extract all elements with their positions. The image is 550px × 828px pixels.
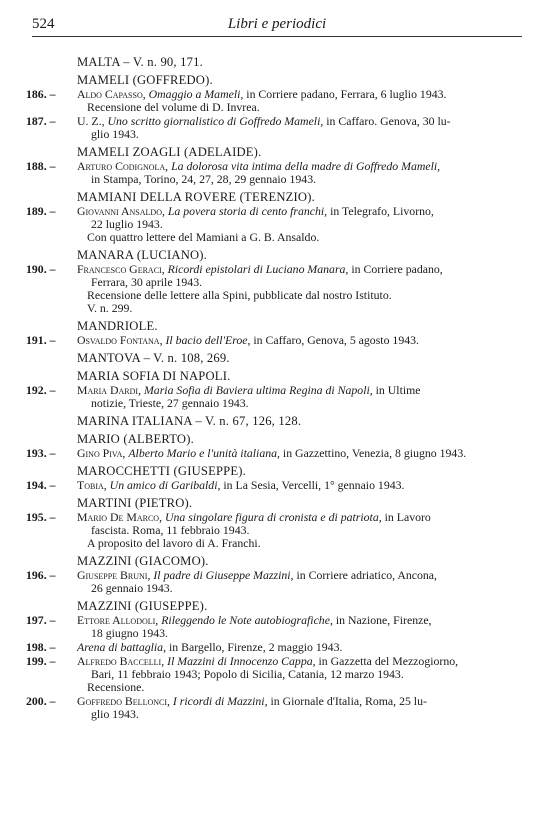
entry-continuation: glio 1943. — [91, 707, 139, 721]
page-number: 524 — [32, 16, 55, 32]
subject-heading: MARIO (ALBERTO). — [77, 432, 194, 446]
entry-note: Recensione. — [87, 680, 145, 694]
entry-title: Omaggio a Mameli, — [148, 87, 244, 101]
entry-number: 193. – — [26, 446, 56, 460]
bibliography-entry — [26, 159, 506, 186]
entry-note: A proposito del lavoro di A. Franchi. — [87, 536, 261, 550]
entry-number: 198. – — [26, 640, 56, 654]
entry-author: Gino Piva, — [77, 446, 126, 460]
entry-citation — [77, 695, 506, 708]
entry-author: Aldo Capasso, — [77, 87, 146, 101]
entry-author: Osvaldo Fontana, — [77, 333, 163, 347]
entry-number: 187. – — [26, 114, 56, 128]
entry-title: Ricordi epistolari di Luciano Manara, — [167, 262, 349, 276]
subject-heading: MARTINI (PIETRO). — [77, 496, 193, 510]
entry-citation — [77, 447, 506, 460]
entry-crossref: V. n. 299. — [87, 301, 133, 315]
bibliography-entry — [26, 204, 506, 244]
entry-title: La dolorosa vita intima della madre di Goffredo Mameli, — [171, 159, 441, 173]
entry-continuation: Ferrara, 30 aprile 1943. — [91, 275, 203, 289]
entry-continuation: 22 luglio 1943. — [91, 217, 163, 231]
entry-number: 195. – — [26, 510, 56, 524]
entry-citation — [77, 641, 506, 654]
entry-continuation: fascista. Roma, 11 febbraio 1943. — [91, 523, 250, 537]
bibliography-entry — [26, 383, 506, 410]
entry-note: Recensione delle lettere alla Spini, pubblicate dal nostro Istituto. — [87, 288, 392, 302]
entry-citation — [77, 334, 506, 347]
subject-heading: MALTA – V. n. 90, 171. — [77, 55, 203, 69]
entry-number: 199. – — [26, 654, 56, 668]
entry-number: 197. – — [26, 613, 56, 627]
entry-source: in Nazione, Firenze, — [335, 613, 432, 627]
entry-author: Mario De Marco, — [77, 510, 163, 524]
entry-title: I ricordi di Mazzini, — [172, 694, 268, 708]
bibliography-entry — [26, 446, 506, 460]
entry-author: Francesco Geraci, — [77, 262, 165, 276]
entry-source: in Caffaro. Genova, 30 lu- — [326, 114, 451, 128]
bibliography-entry — [26, 114, 506, 141]
entry-number: 194. – — [26, 478, 56, 492]
entry-author: U. Z., — [77, 114, 105, 128]
entry-source: in Gazzetta del Mezzogiorno, — [318, 654, 459, 668]
running-header — [32, 14, 522, 37]
bibliography-entry — [26, 654, 506, 694]
running-title: Libri e periodici — [227, 16, 327, 32]
entry-source: in Giornale d'Italia, Roma, 25 lu- — [270, 694, 427, 708]
subject-heading: MAMIANI DELLA ROVERE (TERENZIO). — [77, 190, 315, 204]
entry-number: 188. – — [26, 159, 56, 173]
entry-continuation: glio 1943. — [91, 127, 139, 141]
entry-source: in Lavoro — [384, 510, 431, 524]
entry-title: Un amico di Garibaldi, — [109, 478, 221, 492]
entry-citation — [77, 479, 506, 492]
entry-title: Arena di battaglia, — [77, 640, 167, 654]
entry-author: Arturo Codignola, — [77, 159, 169, 173]
entry-title: Uno scritto giornalistico di Goffredo Mameli, — [107, 114, 324, 128]
entry-author: Ettore Allodoli, — [77, 613, 159, 627]
entry-author: Giuseppe Bruni, — [77, 568, 151, 582]
entry-number: 189. – — [26, 204, 56, 218]
entry-note: Recensione del volume di D. Invrea. — [87, 100, 260, 114]
subject-heading: MANTOVA – V. n. 108, 269. — [77, 351, 230, 365]
entry-author: Giovanni Ansaldo, — [77, 204, 165, 218]
entry-title: Rileggendo le Note autobiografiche, — [161, 613, 333, 627]
subject-heading: MANARA (LUCIANO). — [77, 248, 208, 262]
entry-continuation: notizie, Trieste, 27 gennaio 1943. — [91, 396, 249, 410]
entry-continuation: 26 gennaio 1943. — [91, 581, 173, 595]
entry-source: in Ultime — [375, 383, 421, 397]
subject-heading: MARINA ITALIANA – V. n. 67, 126, 128. — [77, 414, 302, 428]
bibliography-entry — [26, 568, 506, 595]
subject-heading: MAMELI ZOAGLI (ADELAIDE). — [77, 145, 262, 159]
entry-continuation: 18 giugno 1943. — [91, 626, 169, 640]
entry-number: 200. – — [26, 694, 56, 708]
bibliography-entry — [26, 640, 506, 654]
entry-author: Alfredo Baccelli, — [77, 654, 165, 668]
entry-source: in Gazzettino, Venezia, 8 giugno 1943. — [282, 446, 467, 460]
entry-note: Con quattro lettere del Mamiani a G. B. Ansaldo. — [87, 230, 320, 244]
entry-title: Il Mazzini di Innocenzo Cappa, — [167, 654, 316, 668]
bibliography-entry — [26, 478, 506, 492]
entry-number: 191. – — [26, 333, 56, 347]
bibliography-entry — [26, 333, 506, 347]
entry-number: 186. – — [26, 87, 56, 101]
entry-source: in Bargello, Firenze, 2 maggio 1943. — [168, 640, 343, 654]
entry-number: 190. – — [26, 262, 56, 276]
subject-heading: MAROCCHETTI (GIUSEPPE). — [77, 464, 247, 478]
bibliography-entry — [26, 694, 506, 721]
entry-title: Alberto Mario e l'unità italiana, — [128, 446, 280, 460]
entry-citation — [77, 115, 506, 128]
entry-title: Il padre di Giuseppe Mazzini, — [153, 568, 294, 582]
subject-heading: MAZZINI (GIUSEPPE). — [77, 599, 208, 613]
entry-author: Maria Dardi, — [77, 383, 142, 397]
entry-number: 192. – — [26, 383, 56, 397]
entry-source: in Corriere adriatico, Ancona, — [296, 568, 437, 582]
subject-heading: MAMELI (GOFFREDO). — [77, 73, 213, 87]
bibliography-entry — [26, 87, 506, 114]
entry-title: Una singolare figura di cronista e di patriota, — [164, 510, 382, 524]
entry-author: Goffredo Bellonci, — [77, 694, 170, 708]
bibliography-entry — [26, 262, 506, 315]
subject-heading: MAZZINI (GIACOMO). — [77, 554, 209, 568]
bibliography-list — [26, 55, 506, 722]
entry-title: Il bacio dell'Eroe, — [165, 333, 251, 347]
entry-continuation: in Stampa, Torino, 24, 27, 28, 29 gennaio 1943. — [91, 172, 317, 186]
entry-title: Maria Sofia di Baviera ultima Regina di Napoli, — [143, 383, 373, 397]
entry-author: Tobia, — [77, 478, 107, 492]
entry-source: in La Sesia, Vercelli, 1° gennaio 1943. — [223, 478, 405, 492]
bibliography-entry — [26, 510, 506, 550]
entry-source: in Caffaro, Genova, 5 agosto 1943. — [253, 333, 419, 347]
entry-continuation: Bari, 11 febbraio 1943; Popolo di Sicilia, Catania, 12 marzo 1943. — [91, 667, 404, 681]
entry-source: in Corriere padano, Ferrara, 6 luglio 1943. — [246, 87, 447, 101]
entry-source: in Telegrafo, Livorno, — [330, 204, 434, 218]
entry-number: 196. – — [26, 568, 56, 582]
bibliography-entry — [26, 613, 506, 640]
entry-title: La povera storia di cento franchi, — [167, 204, 328, 218]
subject-heading: MARIA SOFIA DI NAPOLI. — [77, 369, 231, 383]
entry-source: in Corriere padano, — [351, 262, 443, 276]
subject-heading: MANDRIOLE. — [77, 319, 158, 333]
